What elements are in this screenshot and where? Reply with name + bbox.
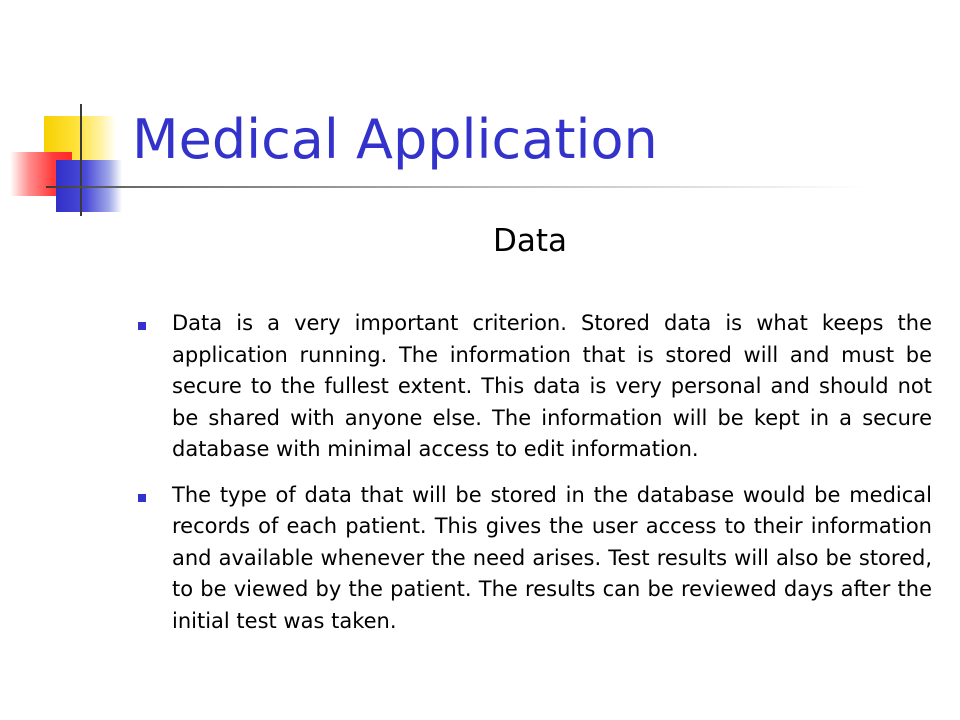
bullet-text: The type of data that will be stored in the database would be medical records of each patient. This gives the user access to their information and available whenever the need arises. Test results will also be stored, to be viewed by the patient. The results can be reviewed days after the initial test was taken. xyxy=(172,482,932,633)
slide-subtitle: Data xyxy=(492,223,568,259)
logo-vertical-line xyxy=(80,104,82,216)
bullet-list xyxy=(132,308,932,651)
slide-title: Medical Application xyxy=(132,108,658,171)
bullet-item xyxy=(132,480,932,638)
bullet-text: Data is a very important criterion. Stored data is what keeps the application running. The information that is stored will and must be secure to the fullest extent. This data is very personal and should not be shared with anyone else. The information will be kept in a secure database with minimal access to edit information. xyxy=(172,311,932,461)
bullet-square-icon xyxy=(138,322,146,330)
title-underline xyxy=(46,186,866,188)
bullet-square-icon xyxy=(138,494,146,502)
bullet-item xyxy=(132,308,932,466)
